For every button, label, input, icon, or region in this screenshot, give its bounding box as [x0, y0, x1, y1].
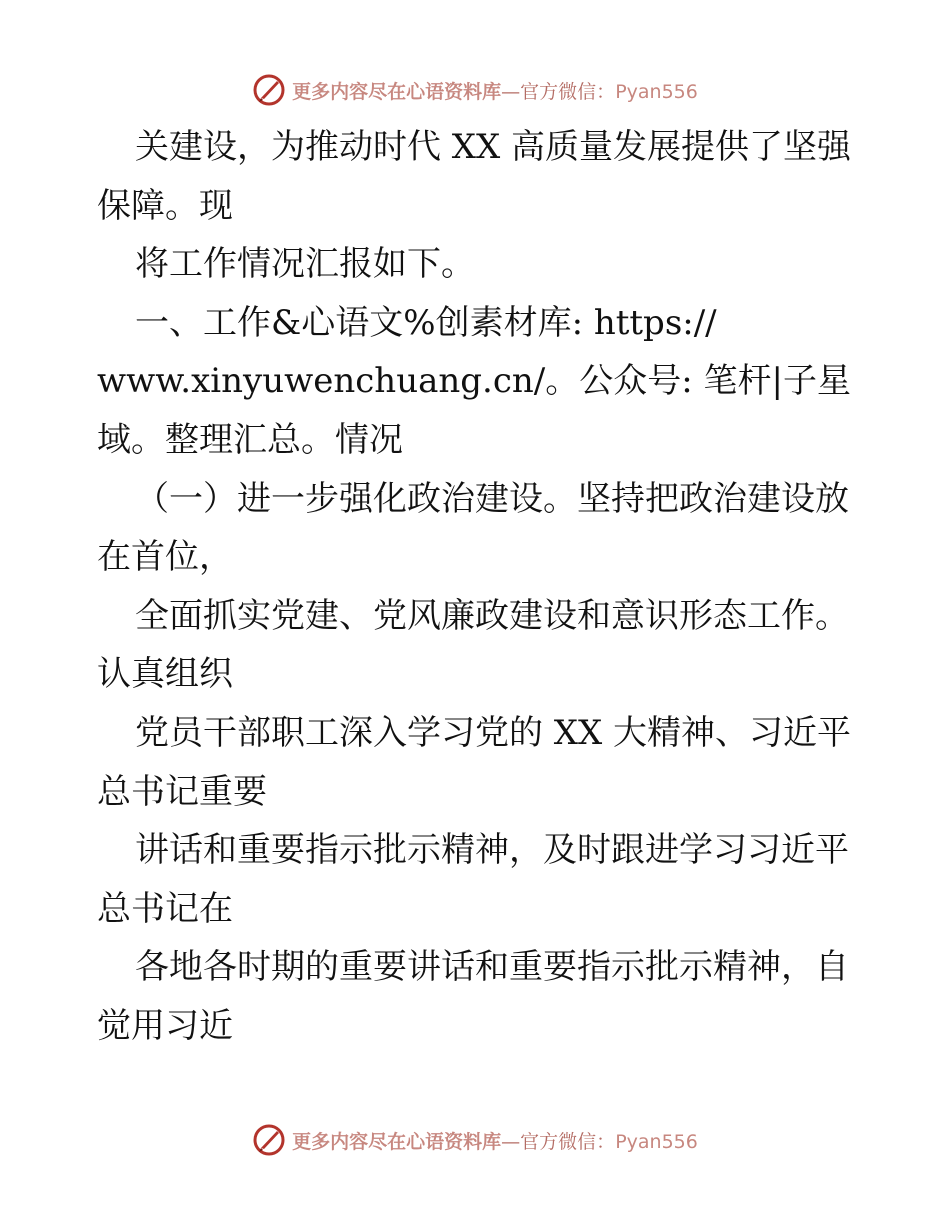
- body-line: 讲话和重要指示批示精神，及时跟进学习习近平: [135, 830, 849, 871]
- body-line: 总书记重要: [97, 771, 267, 812]
- body-line: 将工作情况汇报如下。: [135, 244, 475, 285]
- body-line: 域。整理汇总。情况: [97, 419, 403, 460]
- header-watermark-text: 更多内容尽在心语资料库—官方微信：Pyan556: [292, 80, 698, 103]
- footer-watermark: [0, 1120, 950, 1160]
- body-line: 在首位，: [97, 537, 233, 578]
- body-line: 认真组织: [97, 654, 233, 695]
- quill-logo-icon: [252, 73, 286, 107]
- body-line: 关建设，为推动时代 XX 高质量发展提供了坚强: [135, 127, 852, 167]
- body-line: （一）进一步强化政治建设。坚持把政治建设放: [135, 478, 849, 519]
- body-line: 保障。现: [97, 185, 233, 226]
- body-line: 总书记在: [97, 888, 233, 929]
- body-line: www.xinyuwenchuang.cn/。公众号: 笔杆|子星: [97, 361, 851, 402]
- footer-watermark-text: 更多内容尽在心语资料库—官方微信：Pyan556: [292, 1130, 698, 1153]
- body-line: 各地各时期的重要讲话和重要指示批示精神，自: [135, 947, 849, 988]
- body-line: 党员干部职工深入学习党的 XX 大精神、习近平: [135, 712, 852, 753]
- document-body: [97, 118, 867, 1056]
- body-line: 觉用习近: [97, 1005, 233, 1046]
- body-line: 全面抓实党建、党风廉政建设和意识形态工作。: [135, 595, 849, 636]
- quill-logo-icon: [252, 1123, 286, 1157]
- body-line: 一、工作&心语文%创素材库: https://: [135, 302, 717, 343]
- header-watermark: [0, 70, 950, 110]
